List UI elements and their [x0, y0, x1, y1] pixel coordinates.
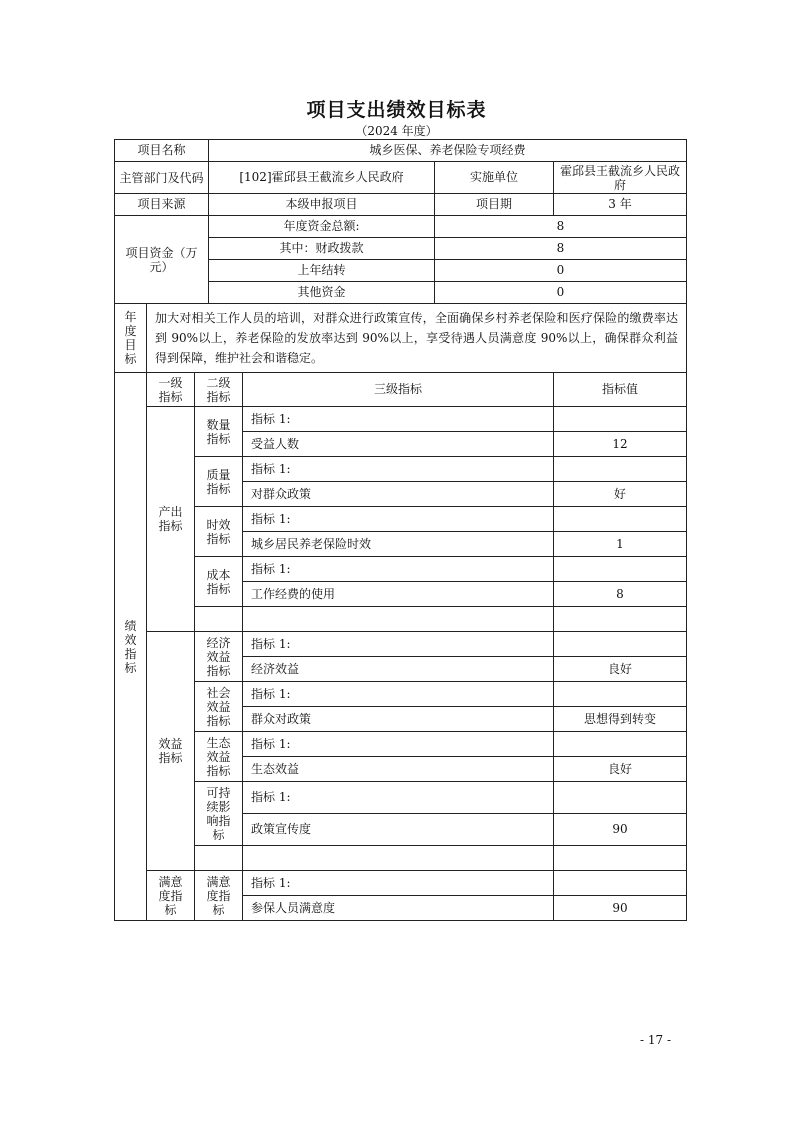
level3-name: 工作经费的使用 — [243, 582, 554, 607]
indicator-value-empty — [554, 682, 687, 707]
indicator-value: 1 — [554, 532, 687, 557]
level3-line1: 指标 1: — [243, 407, 554, 432]
period-value: 3 年 — [554, 194, 687, 216]
indicator-row — [115, 732, 687, 757]
indicator-value: 8 — [554, 582, 687, 607]
level2-cell: 质量指标 — [195, 457, 243, 507]
indicator-row-blank — [115, 607, 687, 632]
fund-row-value: 8 — [435, 238, 687, 260]
indicator-header-row — [115, 373, 687, 407]
level2-cell: 成本指标 — [195, 557, 243, 607]
level2-cell: 可持续影响指标 — [195, 782, 243, 846]
level3-name: 政策宣传度 — [243, 814, 554, 846]
level2-cell: 经济效益指标 — [195, 632, 243, 682]
level3-line1: 指标 1: — [243, 507, 554, 532]
row-annual-goal — [115, 304, 687, 373]
level2-cell: 数量指标 — [195, 407, 243, 457]
indicator-value-empty — [554, 782, 687, 814]
project-name-value: 城乡医保、养老保险专项经费 — [209, 140, 687, 162]
empty-cell — [195, 846, 243, 871]
performance-target-table — [114, 139, 687, 921]
fund-row-value: 0 — [435, 260, 687, 282]
indicator-value: 良好 — [554, 657, 687, 682]
level3-line1: 指标 1: — [243, 457, 554, 482]
level3-line1: 指标 1: — [243, 782, 554, 814]
indicator-row — [115, 457, 687, 482]
dept-value: [102]霍邱县王截流乡人民政府 — [209, 162, 435, 194]
funds-label: 项目资金（万元） — [115, 216, 209, 304]
indicator-row — [115, 782, 687, 814]
indicator-value-empty — [554, 871, 687, 896]
level2-cell: 时效指标 — [195, 507, 243, 557]
indicator-value: 90 — [554, 814, 687, 846]
level3-name: 参保人员满意度 — [243, 896, 554, 921]
header-level3: 三级指标 — [243, 373, 554, 407]
indicator-value: 良好 — [554, 757, 687, 782]
indicator-value-empty — [554, 407, 687, 432]
empty-cell — [195, 607, 243, 632]
dept-label: 主管部门及代码 — [115, 162, 209, 194]
fund-row-label: 上年结转 — [209, 260, 435, 282]
row-source — [115, 194, 687, 216]
annual-goal-text: 加大对相关工作人员的培训，对群众进行政策宣传，全面确保乡村养老保险和医疗保险的缴费率达到 90%以上，养老保险的发放率达到 90%以上，享受待遇人员满意度 90%以上，确保群众利益得到保障，维护社会和谐稳定。 — [147, 304, 687, 373]
impl-value: 霍邱县王截流乡人民政府 — [554, 162, 687, 194]
fund-row — [115, 216, 687, 238]
indicator-value: 12 — [554, 432, 687, 457]
indicator-value-empty — [554, 457, 687, 482]
indicator-value-empty — [554, 732, 687, 757]
fund-row-label: 其中：财政拨款 — [209, 238, 435, 260]
source-value: 本级申报项目 — [209, 194, 435, 216]
indicator-value: 思想得到转变 — [554, 707, 687, 732]
indicators-section-label: 绩效指标 — [115, 373, 147, 921]
indicator-row — [115, 507, 687, 532]
header-level2: 二级指标 — [195, 373, 243, 407]
indicator-value: 90 — [554, 896, 687, 921]
indicator-value: 好 — [554, 482, 687, 507]
indicator-row — [115, 632, 687, 657]
level1-cell: 产出指标 — [147, 407, 195, 632]
fund-row-value: 0 — [435, 282, 687, 304]
fund-row-label: 年度资金总额: — [209, 216, 435, 238]
indicator-value-empty — [554, 507, 687, 532]
level3-name: 生态效益 — [243, 757, 554, 782]
row-department — [115, 162, 687, 194]
fund-row-label: 其他资金 — [209, 282, 435, 304]
level3-line1: 指标 1: — [243, 732, 554, 757]
row-project-name — [115, 140, 687, 162]
indicator-row — [115, 557, 687, 582]
level3-name: 受益人数 — [243, 432, 554, 457]
level3-name: 城乡居民养老保险时效 — [243, 532, 554, 557]
indicator-row — [115, 682, 687, 707]
indicator-value-empty — [554, 632, 687, 657]
source-label: 项目来源 — [115, 194, 209, 216]
page-title: 项目支出绩效目标表 — [306, 99, 487, 121]
empty-cell — [243, 846, 554, 871]
level2-cell: 社会效益指标 — [195, 682, 243, 732]
header-value: 指标值 — [554, 373, 687, 407]
level2-cell: 满意度指标 — [195, 871, 243, 921]
header-level1: 一级指标 — [147, 373, 195, 407]
level3-line1: 指标 1: — [243, 682, 554, 707]
level1-cell: 满意度指标 — [147, 871, 195, 921]
fund-row-value: 8 — [435, 216, 687, 238]
level2-cell: 生态效益指标 — [195, 732, 243, 782]
level3-name: 对群众政策 — [243, 482, 554, 507]
project-name-label: 项目名称 — [115, 140, 209, 162]
indicator-row — [115, 871, 687, 896]
level3-line1: 指标 1: — [243, 557, 554, 582]
indicator-value-empty — [554, 557, 687, 582]
level3-line1: 指标 1: — [243, 632, 554, 657]
year-note: （2024 年度） — [355, 124, 438, 138]
level3-line1: 指标 1: — [243, 871, 554, 896]
indicator-row-blank — [115, 846, 687, 871]
level1-cell: 效益指标 — [147, 632, 195, 871]
level3-name: 群众对政策 — [243, 707, 554, 732]
indicator-row — [115, 407, 687, 432]
annual-goal-label: 年度目标 — [115, 304, 147, 373]
empty-cell — [554, 607, 687, 632]
period-label: 项目期 — [435, 194, 554, 216]
empty-cell — [554, 846, 687, 871]
level3-name: 经济效益 — [243, 657, 554, 682]
empty-cell — [243, 607, 554, 632]
page-number: - 17 - — [640, 1033, 672, 1047]
impl-label: 实施单位 — [435, 162, 554, 194]
